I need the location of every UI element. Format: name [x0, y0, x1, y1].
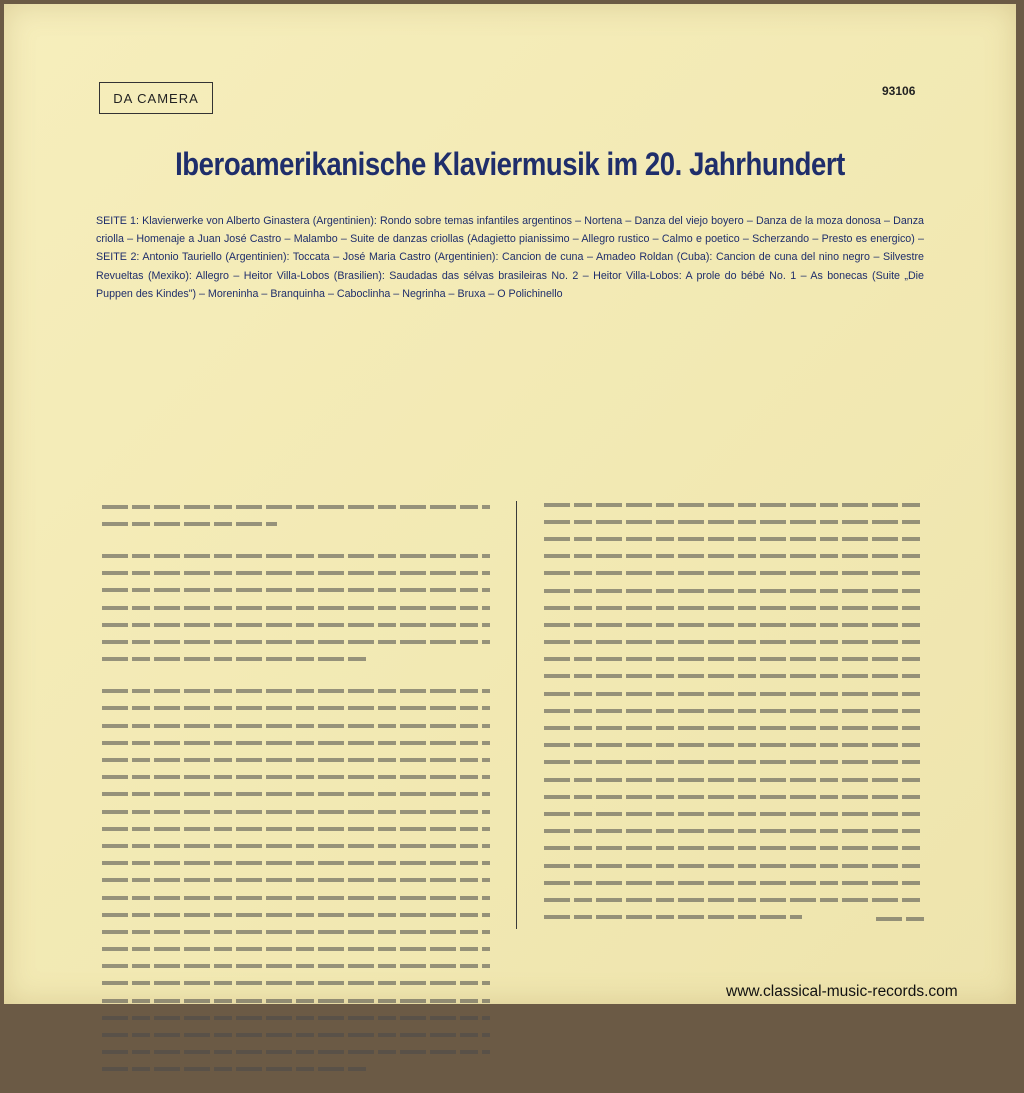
catalog-number: 93106 [882, 84, 916, 98]
liner-notes-right [544, 496, 924, 926]
label-logo: DA CAMERA [99, 82, 213, 114]
album-title: Iberoamerikanische Klaviermusik im 20. Jahrhundert [175, 146, 845, 182]
paragraph-1 [102, 547, 490, 667]
tracklist: SEITE 1: Klavierwerke von Alberto Ginastera (Argentinien): Rondo sobre temas infantiles argentinos – Nortena – Danza del viejo boyero – Danza de la moza donosa – Danza criolla – Homenaje a Juan José Castro – Malambo – Suite de danzas criollas (Adagietto pianissimo – Allegro rustico – Calmo e poetico – Scherzando – Presto es energico) – SEITE 2: Antonio Tauriello (Argentinien): Toccata – José Maria Castro (Argentinien): Cancion de cuna – Amadeo Roldan (Cuba): Cancion de cuna del nino negro – Silvestre Revueltas (Mexiko): Allegro – Heitor Villa-Lobos (Brasilien): Saudadas das sélvas brasileiras No. 2 – Heitor Villa-Lobos: A prole do bébé No. 1 – As bonecas (Suite „Die Puppen des Kindes") – Moreninha – Branquinha – Caboclinha – Negrinha – Bruxa – O Polichinello [96, 215, 924, 300]
liner-notes-left [102, 498, 490, 1093]
paragraph-2 [102, 683, 490, 1078]
column-divider [516, 501, 517, 929]
website-watermark: www.classical-music-records.com [726, 983, 958, 1000]
author-signature [876, 910, 924, 927]
record-sleeve [4, 4, 1016, 1004]
intro-quote [102, 498, 490, 532]
